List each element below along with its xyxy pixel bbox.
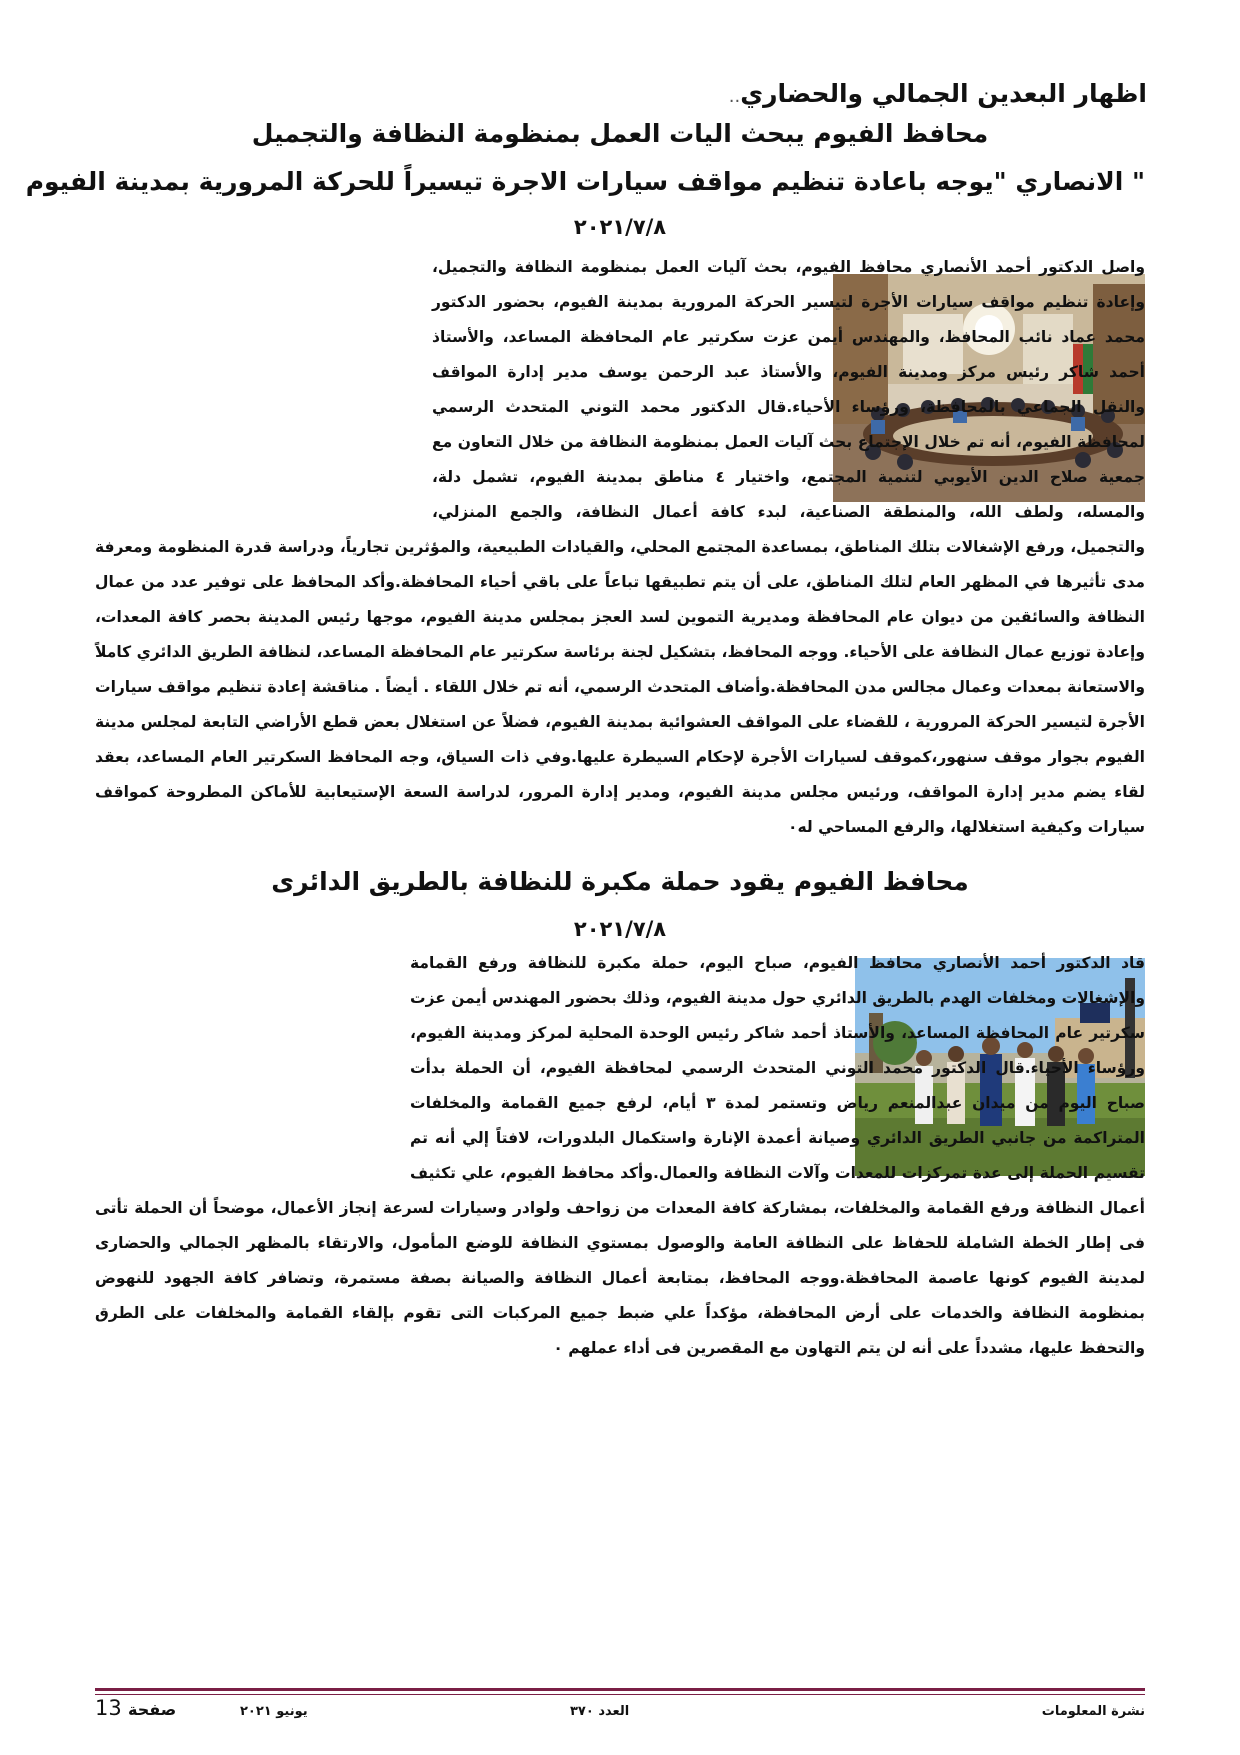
article1-headline: محافظ الفيوم يبحث اليات العمل بمنظومة النظافة والتجميل <box>251 119 989 148</box>
article2-body-text: قاد الدكتور أحمد الأنصاري محافظ الفيوم، صباح اليوم، حملة مكبرة للنظافة ورفع القمامة والإشغالات ومخلفات الهدم بالطريق الدائري حول مدينة الفيوم، وذلك بحضور المهندس أيمن عزت سكرتير عام المحافظة المساعد، والأستاذ أحمد شاكر رئيس الوحدة المحلية لمركز ومدينة الفيوم، ورؤساء الأحياء.قال الدكتور محمد التوني المتحدث الرسمي لمحافظة الفيوم، أن الحملة بدأت صباح اليوم من ميدان عبدالمنعم رياض وتستمر لمدة ٣ أيام، لرفع جميع القمامة والمخلفات المتراكمة من جانبي الطريق الدائري وصيانة أعمدة الإنارة واستكمال البلدورات، لافتاً إلي أنه تم تقسيم الحملة إلى عدة تمركزات للمعدات وآلات النظافة والعمال.وأكد محافظ الفيوم، علي تكثيف أعمال النظافة ورفع القمامة والمخلفات، بمشاركة كافة المعدات من زواحف ولوادر وسيارات لسرعة إنجاز الأعمال، موضحاً أن الحملة تأتى فى إطار الخطة الشاملة للحفاظ على النظافة العامة والوصول بمستوي النظافة للوضع المأمول، والارتقاء بالمظهر الجمالي والحضارى لمدينة الفيوم كونها عاصمة المحافظة.ووجه المحافظ، بمتابعة أعمال النظافة والصيانة بصفة مستمرة، وتضافر كافة الجهود للنهوض بمنظومة النظافة والخدمات على أرض المحافظة، مؤكداً علي ضبط جميع المركبات التى تقوم بإلقاء القمامة والمخلفات على الطرق والتحفظ عليها، مشدداً على أنه لن يتم التهاون مع المقصرين فى أداء عملهم ٠ <box>95 954 1145 1357</box>
footer-page-label: صفحة <box>128 1700 177 1719</box>
article2-photo-spacer <box>95 946 400 1182</box>
article1-photo-spacer <box>95 250 422 500</box>
article1-body <box>95 250 1145 845</box>
footer-publication: نشرة المعلومات <box>1041 1704 1145 1719</box>
footer-rule-thin <box>95 1694 1145 1695</box>
footer-rule-thick <box>95 1688 1145 1691</box>
article2-date: ٢٠٢١/٧/٨ <box>573 917 667 941</box>
footer-issue: العدد ٣٧٠ <box>570 1704 630 1719</box>
footer-page-number: 13 <box>95 1696 122 1720</box>
article1-body-text: واصل الدكتور أحمد الأنصاري محافظ الفيوم، بحث آليات العمل بمنظومة النظافة والتجميل، وإعادة تنظيم مواقف سيارات الأجرة لتيسير الحركة المرورية بمدينة الفيوم، بحضور الدكتور محمد عماد نائب المحافظ، والمهندس أيمن عزت سكرتير عام المحافظة المساعد، والأستاذ أحمد شاكر رئيس مركز ومدينة الفيوم، والأستاذ عبد الرحمن يوسف مدير إدارة المواقف والنقل الجماعي بالمحافظة، ورؤساء الأحياء.قال الدكتور محمد التوني المتحدث الرسمي لمحافظة الفيوم، أنه تم خلال الإجتماع بحث آليات العمل بمنظومة النظافة من خلال التعاون مع جمعية صلاح الدين الأيوبي لتنمية المجتمع، واختيار ٤ مناطق بمدينة الفيوم، تشمل دلة، والمسله، ولطف الله، والمنطقة الصناعية، لبدء كافة أعمال النظافة، والجمع المنزلي، والتجميل، ورفع الإشغالات بتلك المناطق، بمساعدة المجتمع المحلي، والقيادات الطبيعية، والمؤثرين تجارياً، ودراسة قدرة المنظومة ومعرفة مدى تأثيرها في المظهر العام لتلك المناطق، على أن يتم تطبيقها تباعاً على باقي أحياء المحافظة.وأكد المحافظ على توفير عدد من عمال النظافة والسائقين من ديوان عام المحافظة ومديرية التموين لسد العجز بمجلس مدينة الفيوم، موجها رئيس المدينة بحصر كافة المعدات، وإعادة توزيع عمال النظافة على الأحياء. ووجه المحافظ، بتشكيل لجنة برئاسة سكرتير عام المحافظة المساعد، لنظافة الطريق الدائري كاملاً والاستعانة بمعدات وعمال مجالس مدن المحافظة.وأضاف المتحدث الرسمي، أنه تم خلال اللقاء . أيضاً . مناقشة إعادة تنظيم مواقف سيارات الأجرة لتيسير الحركة المرورية ، للقضاء على المواقف العشوائية بمدينة الفيوم، فضلاً عن استغلال بعض قطع الأراضي التابعة لمجلس مدينة الفيوم بجوار موقف سنهور،كموقف لسيارات الأجرة لإحكام السيطرة عليها.وفي ذات السياق، وجه المحافظ السكرتير العام المساعد، بعقد لقاء يضم مدير إدارة المواقف، ورئيس مجلس مدينة الفيوم، ومدير إدارة المرور، لدراسة السعة الإستيعابية للأماكن المطروحة كمواقف سيارات وكيفية استغلالها، والرفع المساحي له٠ <box>95 258 1145 836</box>
article1-date: ٢٠٢١/٧/٨ <box>573 215 667 239</box>
article2-headline: محافظ الفيوم يقود حملة مكبرة للنظافة بالطريق الدائرى <box>271 867 969 896</box>
article1-kicker-text: اظهار البعدين الجمالي والحضاري <box>740 79 1147 108</box>
article1-subheadline: " الانصاري "يوجه باعادة تنظيم مواقف سيارات الاجرة تيسيراً للحركة المرورية بمدينة الفيوم <box>25 167 1145 196</box>
article1-kicker-dots: .. <box>728 86 741 107</box>
article2-body <box>95 946 1145 1366</box>
article1-kicker <box>97 76 1147 115</box>
footer-month: يونيو ٢٠٢١ <box>240 1704 308 1719</box>
